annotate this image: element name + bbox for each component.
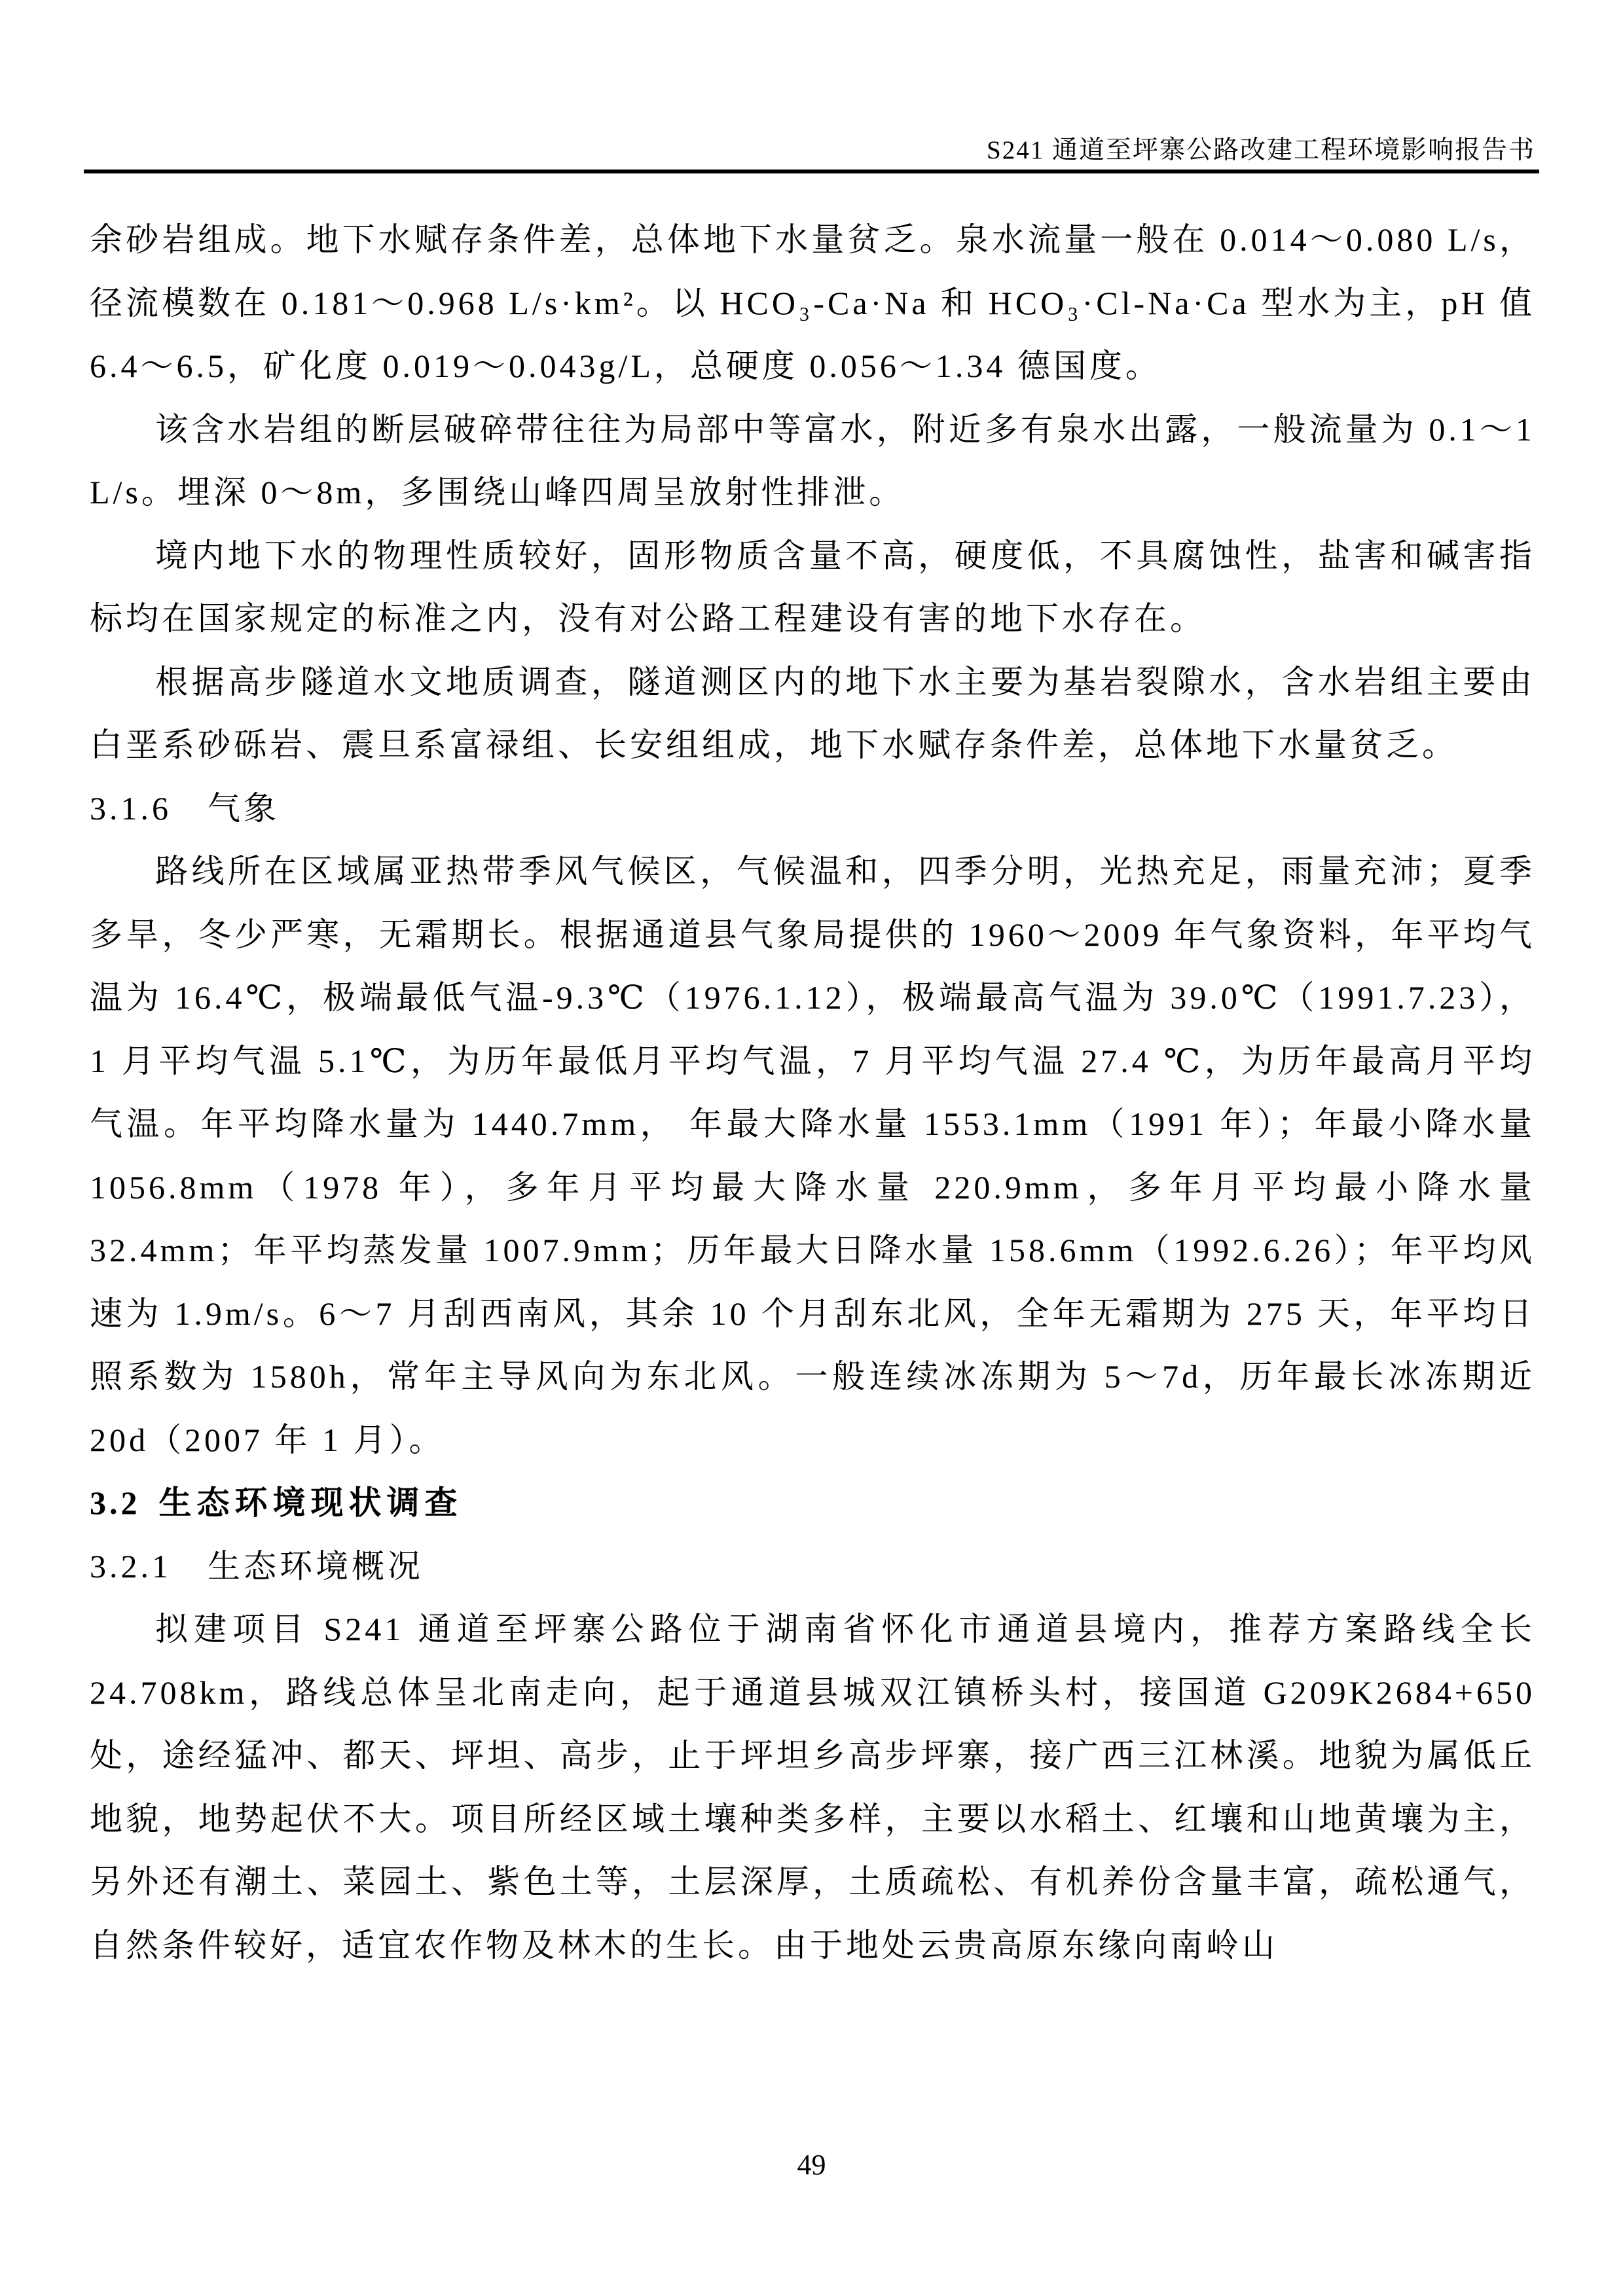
heading-number: 3.2: [90, 1484, 141, 1521]
paragraph-groundwater-quality: 境内地下水的物理性质较好，固形物质含量不高，硬度低，不具腐蚀性，盐害和碱害指标均在国家规定的标准之内，没有对公路工程建设有害的地下水存在。: [90, 537, 1535, 637]
heading-title: 气象: [208, 789, 280, 827]
heading-number: 3.1.6: [90, 789, 172, 827]
paragraph-fault-zone-water: 该含水岩组的断层破碎带往往为局部中等富水，附近多有泉水出露，一般流量为 0.1～1 L/s。埋深 0～8m，多围绕山峰四周呈放射性排泄。: [90, 410, 1535, 511]
heading-3-1-6-meteorology: [90, 777, 1535, 840]
heading-title: 生态环境现状调查: [158, 1484, 463, 1521]
report-title: S241 通道至坪寨公路改建工程环境影响报告书: [987, 136, 1535, 164]
page-footer: [0, 2148, 1623, 2181]
paragraph-gaobu-tunnel-hydrogeology: 根据高步隧道水文地质调查，隧道测区内的地下水主要为基岩裂隙水，含水岩组主要由白垩系砂砾岩、震旦系富禄组、长安组组成，地下水赋存条件差，总体地下水量贫乏。: [90, 663, 1535, 763]
heading-3-2-ecology-survey: [90, 1471, 1535, 1535]
paragraph-climate-data: 路线所在区域属亚热带季风气候区，气候温和，四季分明，光热充足，雨量充沛；夏季多旱，冬少严寒，无霜期长。根据通道县气象局提供的 1960～2009 年气象资料，年平均气温为 16.4℃，极端最低气温-9.3℃（1976.1.12），极端最高气温为 39.0℃（1991.7.23），1 月平均气温 5.1℃，为历年最低月平均气温，7 月平均气温 27.4 ℃，为历年最高月平均气温。年平均降水量为 1440.7mm， 年最大降水量 1553.1mm（1991 年）；年最小降水量 1056.8mm（1978 年），多年月平均最大降水量 220.9mm，多年月平均最小降水量 32.4mm；年平均蒸发量 1007.9mm；历年最大日降水量 158.6mm（1992.6.26）；年平均风速为 1.9m/s。6～7 月刮西南风，其余 10 个月刮东北风，全年无霜期为 275 天，年平均日照系数为 1580h，常年主导风向为东北风。一般连续冰冻期为 5～7d，历年最长冰冻期近 20d（2007 年 1 月）。: [90, 853, 1535, 1458]
header-divider: [84, 170, 1539, 173]
page-number: 49: [797, 2149, 826, 2181]
document-body: [90, 208, 1535, 1977]
heading-3-2-1-ecology-overview: [90, 1535, 1535, 1598]
heading-number: 3.2.1: [90, 1547, 172, 1585]
heading-title: 生态环境概况: [208, 1547, 424, 1585]
page-header: [90, 130, 1535, 166]
paragraph-project-ecology-overview: 拟建项目 S241 通道至坪寨公路位于湖南省怀化市通道县境内，推荐方案路线全长 24.708km，路线总体呈北南走向，起于通道县城双江镇桥头村，接国道 G209K2684+650 处，途经猛冲、都天、坪坦、高步，止于坪坦乡高步坪寨，接广西三江林溪。地貌为属低丘地貌，地势起伏不大。项目所经区域土壤种类多样，主要以水稻土、红壤和山地黄壤为主，另外还有潮土、菜园土、紫色土等，土层深厚，土质疏松、有机养份含量丰富，疏松通气，自然条件较好，适宜农作物及林木的生长。由于地处云贵高原东缘向南岭山: [90, 1611, 1535, 1964]
paragraph-groundwater-continued: 余砂岩组成。地下水赋存条件差，总体地下水量贫乏。泉水流量一般在 0.014～0.080 L/s，径流模数在 0.181～0.968 L/s·km²。以 HCO₃-Ca·Na 和 HCO₃·Cl-Na·Ca 型水为主，pH 值 6.4～6.5，矿化度 0.019～0.043g/L，总硬度 0.056～1.34 德国度。: [90, 221, 1535, 384]
